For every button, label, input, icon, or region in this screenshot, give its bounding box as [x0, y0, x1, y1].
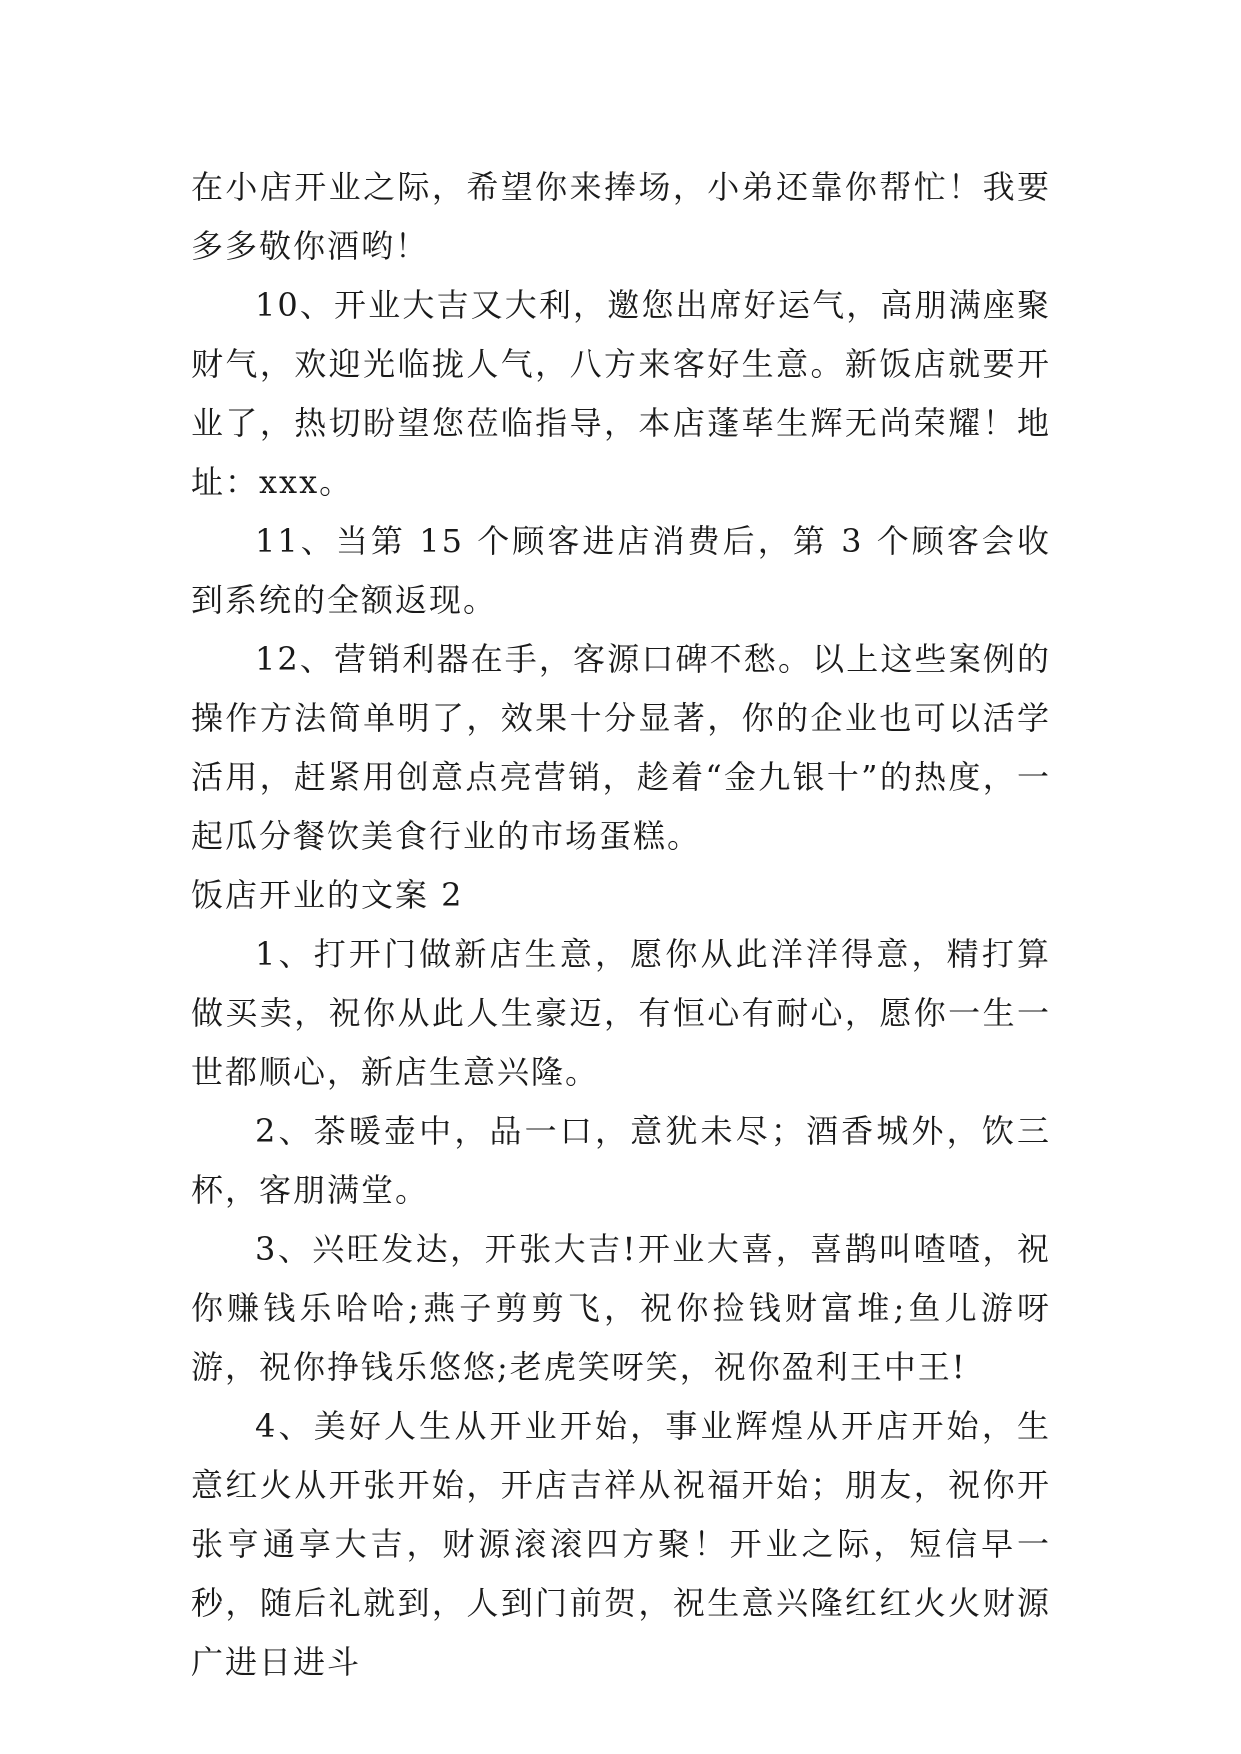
document-body — [191, 158, 1051, 1692]
paragraph-item-11: 11、当第 15 个顾客进店消费后，第 3 个顾客会收到系统的全额返现。 — [191, 522, 1051, 619]
paragraph-item-3: 3、兴旺发达，开张大吉!开业大喜，喜鹊叫喳喳，祝你赚钱乐哈哈;燕子剪剪飞，祝你捡钱财富堆;鱼儿游呀游，祝你挣钱乐悠悠;老虎笑呀笑，祝你盈利王中王! — [191, 1230, 1051, 1386]
paragraph-continuation: 在小店开业之际，希望你来捧场，小弟还靠你帮忙！我要多多敬你酒哟！ — [191, 168, 1051, 265]
section-heading: 饭店开业的文案 2 — [191, 876, 464, 914]
paragraph-item-1: 1、打开门做新店生意，愿你从此洋洋得意，精打算做买卖，祝你从此人生豪迈，有恒心有耐心，愿你一生一世都顺心，新店生意兴隆。 — [191, 935, 1051, 1091]
paragraph-item-4: 4、美好人生从开业开始，事业辉煌从开店开始，生意红火从开张开始，开店吉祥从祝福开始；朋友，祝你开张亨通享大吉，财源滚滚四方聚！开业之际，短信早一秒，随后礼就到，人到门前贺，祝生意兴隆红红火火财源广进日进斗 — [191, 1407, 1051, 1681]
paragraph-item-12: 12、营销利器在手，客源口碑不愁。以上这些案例的操作方法简单明了，效果十分显著，你的企业也可以活学活用，赶紧用创意点亮营销，趁着“金九银十”的热度，一起瓜分餐饮美食行业的市场蛋糕。 — [191, 640, 1051, 855]
paragraph-item-10: 10、开业大吉又大利，邀您出席好运气，高朋满座聚财气，欢迎光临拢人气，八方来客好生意。新饭店就要开业了，热切盼望您莅临指导，本店蓬荜生辉无尚荣耀！地址：xxx。 — [191, 286, 1051, 501]
paragraph-item-2: 2、茶暖壶中，品一口，意犹未尽；酒香城外，饮三杯，客朋满堂。 — [191, 1112, 1051, 1209]
